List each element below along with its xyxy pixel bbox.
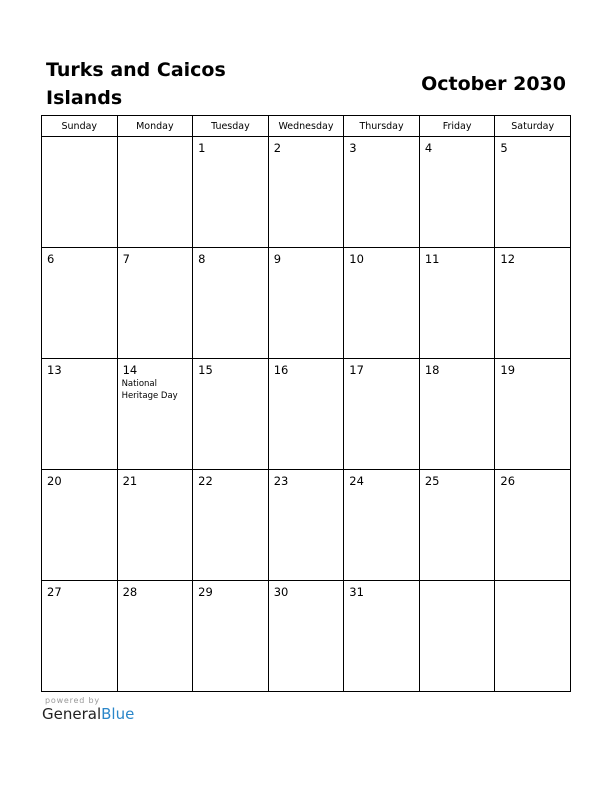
day-number [42,137,117,141]
day-cell [495,581,571,692]
day-number: 31 [349,585,364,599]
day-cell [193,470,269,581]
day-cell [344,470,420,581]
day-number: 11 [424,252,440,266]
day-cell [344,359,420,470]
day-cell [419,248,495,359]
weekday-header: Tuesday [193,116,269,137]
day-number: 8 [198,252,206,266]
day-number: 4 [424,141,433,155]
day-number: 28 [122,585,138,599]
day-cell [419,581,495,692]
week-row [42,359,571,470]
weekday-header: Wednesday [268,116,344,137]
day-cell [117,470,193,581]
day-cell [344,137,420,248]
day-cell [268,470,344,581]
day-number: 17 [349,363,364,377]
day-number: 18 [424,363,440,377]
day-number: 22 [198,474,213,488]
day-cell [117,359,193,470]
weekday-header-row [42,116,571,137]
footer-branding [42,696,134,723]
day-cell [419,470,495,581]
day-cell [42,359,118,470]
day-number: 3 [349,141,357,155]
day-cell [495,359,571,470]
day-number: 12 [500,252,516,266]
country-title: Turks and Caicos Islands [46,59,226,109]
day-number: 14 [122,363,138,377]
brand-blue: Blue [101,705,135,723]
day-cell [42,470,118,581]
day-cell [117,581,193,692]
day-cell [268,581,344,692]
calendar-grid [41,115,571,692]
day-cell [42,137,118,248]
day-cell [268,137,344,248]
day-number: 19 [500,363,516,377]
day-number: 7 [122,252,130,266]
day-cell [419,359,495,470]
day-number: 29 [198,585,213,599]
holiday-label: National Heritage Day [121,379,178,401]
day-cell [193,137,269,248]
day-cell [419,137,495,248]
day-cell [344,581,420,692]
generalblue-logo [42,705,134,723]
day-cell [268,359,344,470]
day-number [495,581,570,585]
day-number: 23 [273,474,289,488]
month-year-title: October 2030 [421,73,566,95]
day-number: 26 [500,474,516,488]
weekday-header: Monday [117,116,193,137]
day-cell [193,359,269,470]
week-row [42,248,571,359]
day-number [118,137,193,141]
day-cell [117,248,193,359]
day-cell [42,581,118,692]
day-number: 5 [500,141,508,155]
day-number: 15 [198,363,213,377]
day-number: 21 [122,474,138,488]
day-number: 20 [47,474,62,488]
day-cell [42,248,118,359]
day-number: 2 [273,141,282,155]
weekday-header: Sunday [42,116,118,137]
day-number: 30 [273,585,289,599]
weekday-header: Thursday [344,116,420,137]
day-cell [193,581,269,692]
day-number: 1 [198,141,206,155]
day-number: 6 [47,252,55,266]
weekday-header: Saturday [495,116,571,137]
weekday-header: Friday [419,116,495,137]
day-number: 9 [273,252,282,266]
day-cell [495,470,571,581]
day-cell [268,248,344,359]
day-cell [495,248,571,359]
day-number: 13 [47,363,62,377]
week-row [42,470,571,581]
brand-general: General [42,705,102,723]
day-number: 27 [47,585,62,599]
day-cell [495,137,571,248]
day-cell [117,137,193,248]
day-number [420,581,495,585]
week-row [42,137,571,248]
day-number: 10 [349,252,364,266]
day-cell [344,248,420,359]
week-row [42,581,571,692]
day-number: 24 [349,474,364,488]
day-cell [193,248,269,359]
powered-by-text: powered by [45,696,100,705]
day-number: 16 [273,363,289,377]
day-number: 25 [424,474,440,488]
